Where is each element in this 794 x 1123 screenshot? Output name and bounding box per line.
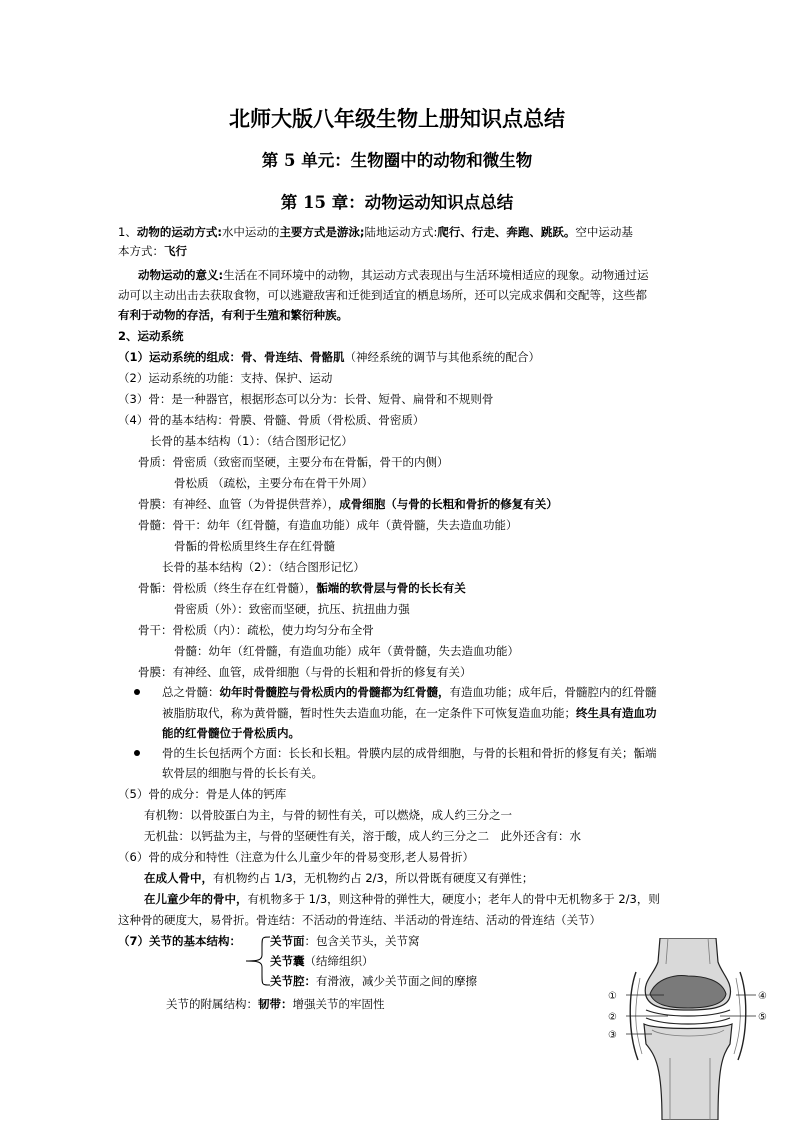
marrow-summary-end: 能的红骨髓位于骨松质内。 xyxy=(162,726,300,740)
key-text: 关节腔： xyxy=(270,974,316,988)
chapter-heading: 第 15 章：动物运动知识点总结 xyxy=(280,193,514,212)
knee-joint-illustration xyxy=(606,938,776,1120)
body-text: 生活在不同环境中的动物，其运动方式表现出与生活环境相适应的现象。动物通过运 xyxy=(223,268,649,282)
joint-capsule-line xyxy=(270,953,374,969)
body-text: 有机物多于 1/3，则这种骨的弹性大，硬度小；老年人的骨中无机物多于 2/3，则 xyxy=(247,892,660,906)
joint-accessory-line xyxy=(166,996,385,1012)
key-text: 骺端的软骨层与骨的长长有关 xyxy=(316,581,466,595)
air-motion-line xyxy=(118,243,187,259)
body-text: 有造血功能；成年后，骨髓腔内的红骨髓 xyxy=(449,685,657,699)
key-text: （1）运动系统的组成：骨、骨连结、骨骼肌 xyxy=(118,350,345,364)
brace-icon xyxy=(238,933,272,989)
body-text: 空中运动基 xyxy=(575,225,633,239)
bone-growth-line: 骨的生长包括两个方面：长长和长粗。骨膜内层的成骨细胞，与骨的长粗和骨折的修复有关；骺端 xyxy=(162,746,657,760)
epiphysis-marrow-line: 骨骺的骨松质里终生存在红骨髓 xyxy=(174,539,335,553)
body-text: 有滑液，减少关节面之间的摩擦 xyxy=(316,974,477,988)
bone-structure-line: （4）骨的基本结构：骨膜、骨髓、骨质（骨松质、骨密质） xyxy=(118,413,425,427)
document-title: 北师大版八年级生物上册知识点总结 xyxy=(229,106,565,131)
bone-properties-line: （6）骨的成分和特性（注意为什么儿童少年的骨易变形,老人易骨折） xyxy=(118,850,474,864)
label-4: ④ xyxy=(758,991,767,1002)
system-composition-line xyxy=(118,349,540,365)
unit-heading: 第 5 单元：生物圈中的动物和微生物 xyxy=(261,151,533,170)
key-text: 终生具有造血功 xyxy=(576,706,657,720)
periosteum-line xyxy=(138,496,558,512)
bone-composition-line: （5）骨的成分：骨是人体的钙库 xyxy=(118,787,287,801)
body-text: 有机物约占 1/3，无机物约占 2/3，所以骨既有硬度又有弹性； xyxy=(213,871,534,885)
motion-meaning-end: 有利于动物的存活，有利于生殖和繁衍种族。 xyxy=(118,308,348,322)
key-text: 在成人骨中， xyxy=(144,871,213,885)
key-text: 成骨细胞（与骨的长粗和骨折的修复有关） xyxy=(339,497,558,511)
inorganic-salt-line: 无机盐：以钙盐为主，与骨的坚硬性有关，溶于酸，成人约三分之二 此外还含有：水 xyxy=(144,829,581,843)
key-text: 在儿童少年的骨中， xyxy=(144,892,248,906)
key-text: 飞行 xyxy=(164,244,187,258)
body-text: 关节的附属结构： xyxy=(166,997,258,1011)
long-bone-structure-2: 长骨的基本结构（2）：（结合图形记忆） xyxy=(162,560,365,574)
body-text: ：包含关节头，关节窝 xyxy=(304,934,420,948)
term-label: 动物运动的意义: xyxy=(138,268,224,282)
periosteum-line-2: 骨膜：有神经、血管，成骨细胞（与骨的长粗和骨折的修复有关） xyxy=(138,665,472,679)
marrow-line: 骨髓：骨干：幼年（红骨髓，有造血功能）成年（黄骨髓，失去造血功能） xyxy=(138,518,518,532)
compact-bone-line: 骨密质（外）：致密而坚硬，抗压、抗扭曲力强 xyxy=(174,602,410,616)
body-text: 陆地运动方式: xyxy=(364,225,438,239)
motion-modes-line xyxy=(118,224,633,240)
body-text: （结缔组织） xyxy=(304,954,374,968)
body-text: 增强关节的牢固性 xyxy=(292,997,385,1011)
joint-structure-label: （7）关节的基本结构： xyxy=(118,934,242,948)
motion-meaning-line xyxy=(138,267,649,283)
marrow-summary-cont xyxy=(162,705,657,721)
label-1: ① xyxy=(608,991,617,1002)
key-text: 主要方式是游泳; xyxy=(279,225,365,239)
organic-matter-line: 有机物：以骨胶蛋白为主，与骨的韧性有关，可以燃烧，成人约三分之一 xyxy=(144,808,512,822)
body-text: 本方式： xyxy=(118,244,164,258)
body-text: 骨膜：有神经、血管（为骨提供营养）， xyxy=(138,497,340,511)
joint-cavity-line xyxy=(270,973,477,989)
bone-joint-line: 这种骨的硬度大，易骨折。骨连结：不活动的骨连结、半活动的骨连结、活动的骨连结（关节） xyxy=(118,913,601,927)
key-text: 关节囊 xyxy=(270,954,305,968)
section-heading: 2、运动系统 xyxy=(118,329,184,343)
bone-growth-cont: 软骨层的细胞与骨的长长有关。 xyxy=(162,766,323,780)
joint-drawing xyxy=(626,938,756,1120)
term-label: 动物的运动方式: xyxy=(136,225,222,239)
bullet-icon xyxy=(134,689,140,695)
label-3: ③ xyxy=(608,1030,617,1041)
bone-substance-line: 骨质：骨密质（致密而坚硬，主要分布在骨骺，骨干的内侧） xyxy=(138,455,449,469)
spongy-bone-line: 骨松质 （疏松，主要分布在骨干外周） xyxy=(174,476,374,490)
key-text: 关节面 xyxy=(270,934,305,948)
body-text: 水中运动的 xyxy=(221,225,280,239)
body-text: 被脂肪取代，称为黄骨髓，暂时性失去造血功能，在一定条件下可恢复造血功能； xyxy=(162,706,576,720)
bullet-icon xyxy=(134,750,140,756)
key-text: 爬行、行走、奔跑、跳跃。 xyxy=(437,225,576,239)
diaphysis-marrow-line: 骨髓：幼年（红骨髓，有造血功能）成年（黄骨髓，失去造血功能） xyxy=(174,644,519,658)
body-text: 骨骺：骨松质（终生存在红骨髓）， xyxy=(138,581,317,595)
adult-bone-line xyxy=(144,870,533,886)
body-text: 总之骨髓： xyxy=(162,685,220,699)
joint-surface-line xyxy=(270,933,420,949)
marrow-summary-line xyxy=(162,684,657,700)
child-bone-line xyxy=(144,891,660,907)
body-text: （神经系统的调节与其他系统的配合） xyxy=(344,350,540,364)
key-text: 幼年时骨髓腔与骨松质内的骨髓都为红骨髓， xyxy=(219,685,450,699)
long-bone-structure-1: 长骨的基本结构（1）：（结合图形记忆） xyxy=(150,434,353,448)
motion-meaning-cont: 动可以主动出击去获取食物，可以逃避敌害和迁徙到适宜的栖息场所，还可以完成求偶和交配等，这些都 xyxy=(118,288,647,302)
label-2: ② xyxy=(608,1012,617,1023)
key-text: 韧带： xyxy=(258,997,293,1011)
item-number: 1、 xyxy=(118,225,137,239)
label-5: ⑤ xyxy=(758,1012,767,1023)
diaphysis-line: 骨干：骨松质（内）：疏松，使力均匀分布全骨 xyxy=(138,623,374,637)
bone-classification-line: （3）骨：是一种器官，根据形态可以分为：长骨、短骨、扁骨和不规则骨 xyxy=(118,392,494,406)
system-function-line: （2）运动系统的功能：支持、保护、运动 xyxy=(118,371,333,385)
epiphysis-line xyxy=(138,580,466,596)
